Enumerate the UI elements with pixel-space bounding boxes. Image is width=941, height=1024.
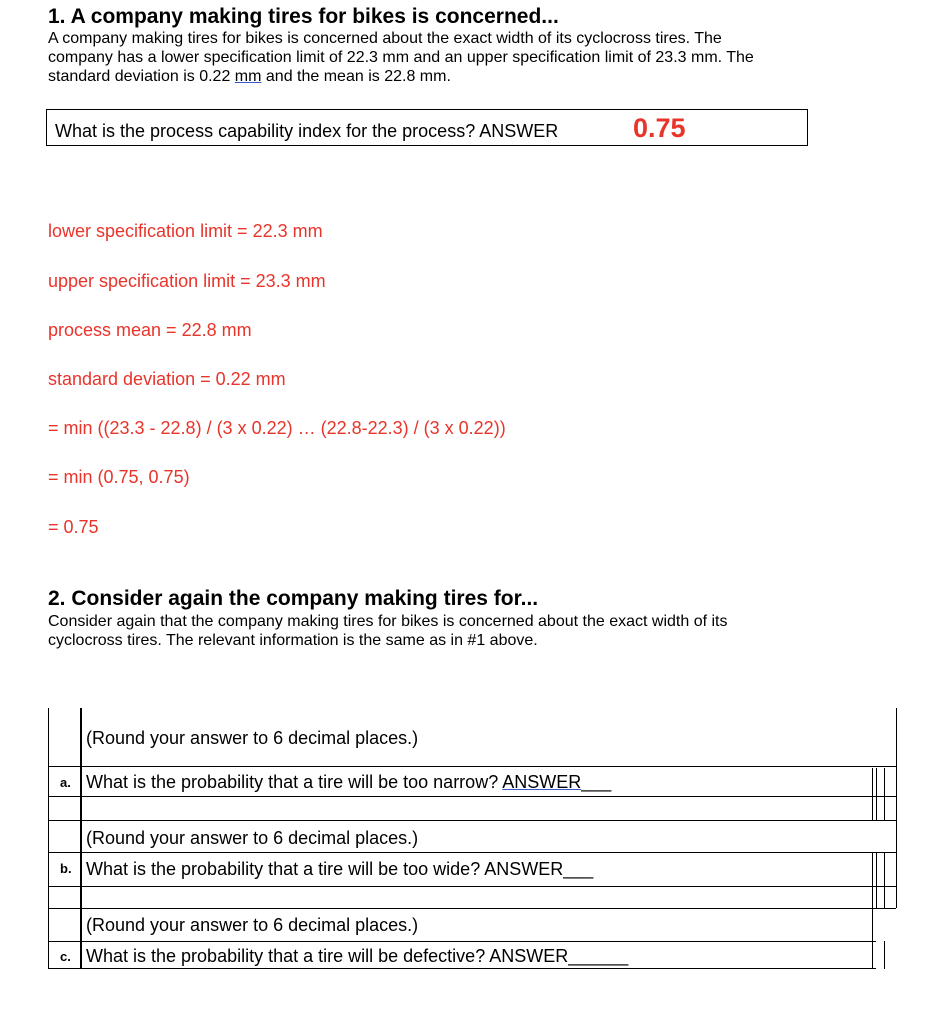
table-left-border bbox=[48, 708, 49, 969]
q2-body-line1: Consider again that the company making tires for bikes is concerned about the exact width of its bbox=[48, 613, 728, 630]
part-a-round-note: (Round your answer to 6 decimal places.) bbox=[86, 728, 419, 748]
work-formula: = min ((23.3 - 22.8) / (3 x 0.22) … (22.8-22.3) / (3 x 0.22)) bbox=[48, 418, 506, 438]
row-line bbox=[48, 852, 896, 853]
q1-body-line1: A company making tires for bikes is concerned about the exact width of its cyclocross tires. The bbox=[48, 30, 722, 47]
part-b-question-line bbox=[86, 859, 593, 880]
answer-box-edge bbox=[872, 853, 873, 908]
part-a-blank[interactable]: ___ bbox=[581, 772, 612, 792]
q2-body-line2: cyclocross tires. The relevant information is the same as in #1 above. bbox=[48, 632, 538, 649]
part-a-label: a. bbox=[60, 775, 71, 790]
part-b-question: What is the probability that a tire will be too wide? ANSWER bbox=[86, 859, 564, 879]
q1-body-line2: company has a lower specification limit of 22.3 mm and an upper specification limit of 23.3 mm. The bbox=[48, 49, 754, 66]
answer-box-edge bbox=[876, 768, 877, 820]
answer-box-edge bbox=[872, 768, 873, 820]
q2-body bbox=[48, 612, 727, 650]
q2-heading: 2. Consider again the company making tires for... bbox=[48, 587, 539, 610]
row-line bbox=[48, 968, 876, 969]
table-label-divider bbox=[80, 708, 82, 969]
row-line bbox=[48, 941, 876, 942]
work-mean: process mean = 22.8 mm bbox=[48, 320, 252, 340]
row-line bbox=[48, 886, 896, 887]
row-line bbox=[48, 796, 896, 797]
q1-body-line3: standard deviation is 0.22 mm and the mean is 22.8 mm. bbox=[48, 68, 451, 85]
q1-question: What is the process capability index for the process? ANSWER bbox=[55, 121, 559, 141]
part-c-question-line bbox=[86, 946, 628, 967]
answer-box-edge bbox=[872, 908, 873, 968]
mm-underlined: mm bbox=[234, 68, 262, 85]
q1-body bbox=[48, 29, 754, 86]
q1-heading: 1. A company making tires for bikes is concerned... bbox=[48, 5, 559, 28]
row-line bbox=[48, 908, 896, 909]
work-result: = 0.75 bbox=[48, 517, 99, 537]
q1-answer: 0.75 bbox=[633, 113, 686, 143]
answer-box-edge bbox=[884, 768, 885, 820]
work-min: = min (0.75, 0.75) bbox=[48, 467, 190, 487]
work-lsl: lower specification limit = 22.3 mm bbox=[48, 221, 323, 241]
part-a-answer-link[interactable]: ANSWER bbox=[502, 772, 582, 792]
part-b-label: b. bbox=[60, 861, 72, 876]
work-sd: standard deviation = 0.22 mm bbox=[48, 369, 286, 389]
part-c-label: c. bbox=[60, 949, 71, 964]
part-c-blank[interactable]: ______ bbox=[568, 946, 629, 966]
row-line bbox=[48, 820, 896, 821]
part-b-blank[interactable]: ___ bbox=[563, 859, 594, 879]
answer-box-edge bbox=[884, 853, 885, 908]
part-c-question: What is the probability that a tire will be defective? ANSWER bbox=[86, 946, 569, 966]
row-line bbox=[48, 766, 896, 767]
part-c-round-note: (Round your answer to 6 decimal places.) bbox=[86, 915, 419, 935]
answer-box-edge bbox=[884, 941, 885, 969]
part-a-question-line bbox=[86, 772, 611, 793]
work-usl: upper specification limit = 23.3 mm bbox=[48, 271, 326, 291]
table-right-border bbox=[896, 708, 897, 908]
q1-question-box bbox=[46, 109, 808, 146]
part-a-question: What is the probability that a tire will be too narrow? bbox=[86, 772, 499, 792]
part-b-round-note: (Round your answer to 6 decimal places.) bbox=[86, 828, 419, 848]
answer-box-edge bbox=[876, 853, 877, 908]
